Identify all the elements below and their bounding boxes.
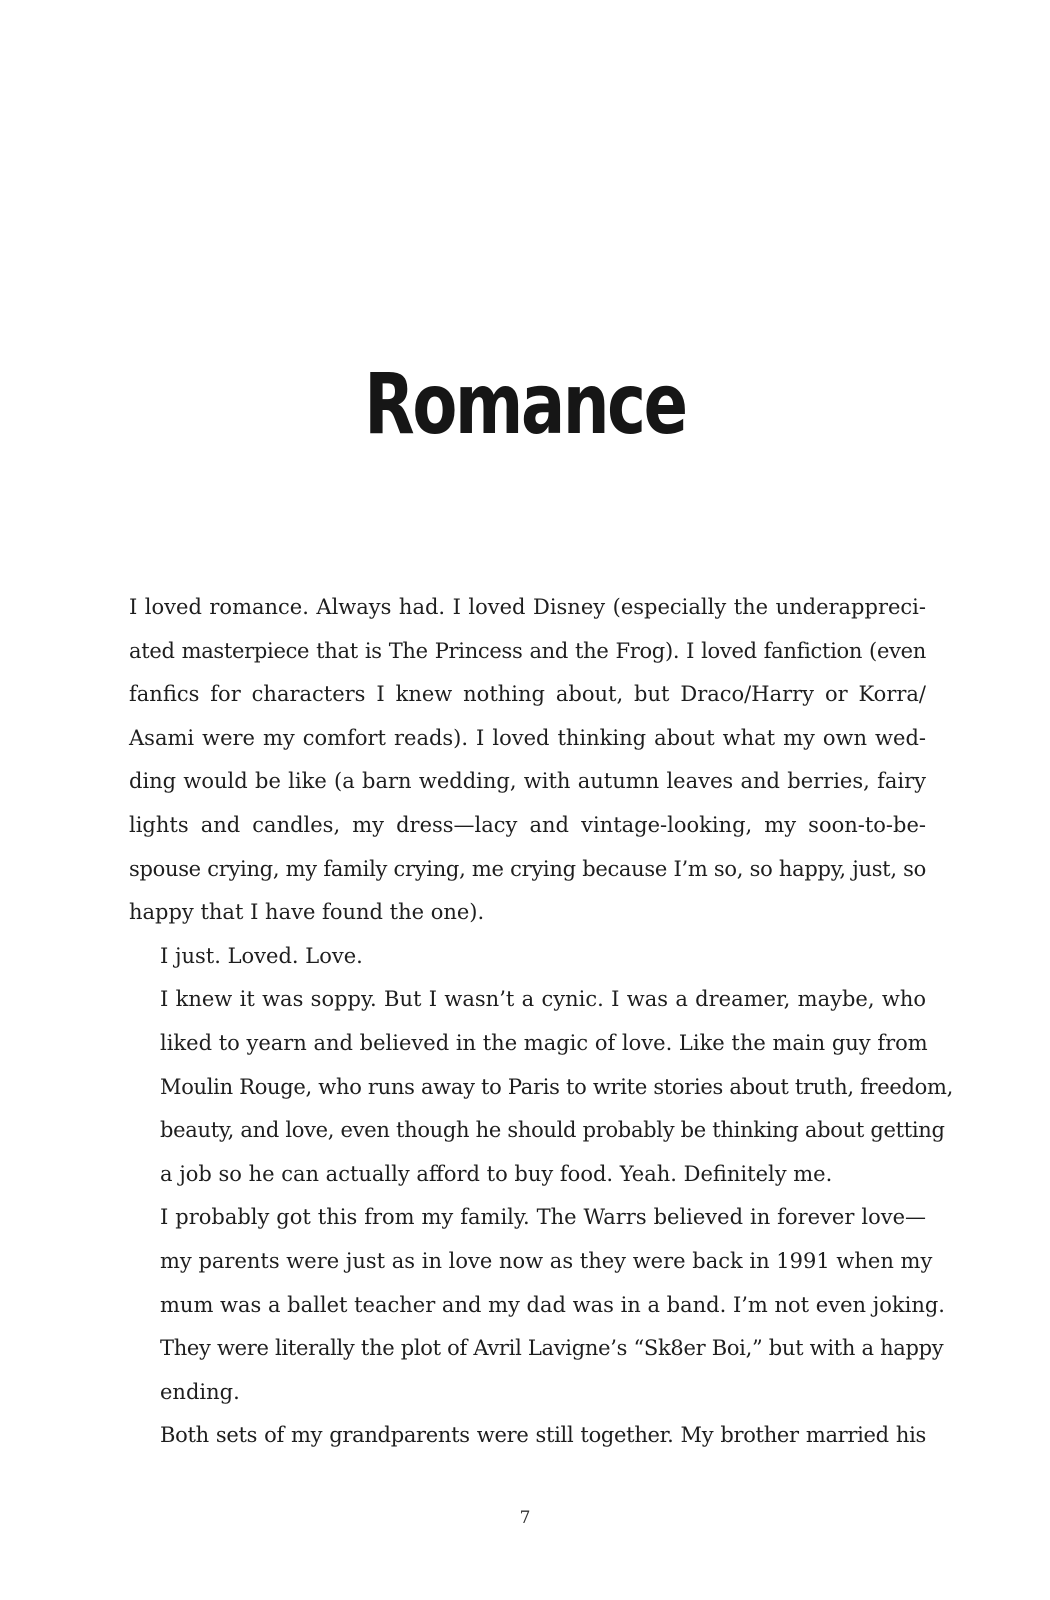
text-line: I just. Loved. Love.	[160, 943, 363, 968]
text-line: liked to yearn and believed in the magic of love. Like the main guy from	[160, 1030, 928, 1055]
paragraph-5	[129, 1414, 926, 1458]
chapter-body	[129, 586, 954, 1458]
text-line: ated masterpiece that is The Princess and the Frog). I loved fanfiction (even	[129, 638, 926, 663]
text-line: Moulin Rouge, who runs away to Paris to write stories about truth, freedom,	[160, 1074, 954, 1099]
paragraph-3	[129, 978, 954, 1196]
text-line: happy that I have found the one).	[129, 900, 485, 925]
text-line: my parents were just as in love now as they were back in 1991 when my	[160, 1248, 933, 1273]
text-line: Asami were my comfort reads). I loved thinking about what my own wed-	[129, 725, 926, 750]
text-line: Both sets of my grandparents were still together. My brother married his	[160, 1423, 926, 1448]
text-line: beauty, and love, even though he should probably be thinking about getting	[160, 1118, 945, 1143]
text-line: spouse crying, my family crying, me crying because I’m so, so happy, just, so	[129, 856, 926, 881]
chapter-title: Romance	[364, 355, 686, 453]
text-line: ding would be like (a barn wedding, with autumn leaves and berries, fairy	[129, 769, 926, 794]
paragraph-2	[129, 935, 926, 979]
paragraph-4	[129, 1196, 945, 1414]
text-line: I probably got this from my family. The Warrs believed in forever love—	[160, 1205, 926, 1230]
paragraph-1	[129, 586, 926, 935]
text-line: I knew it was soppy. But I wasn’t a cynic. I was a dreamer, maybe, who	[160, 987, 926, 1012]
text-line: fanfics for characters I knew nothing about, but Draco/Harry or Korra/	[129, 682, 926, 707]
text-line: ending.	[160, 1379, 240, 1404]
page-number: 7	[519, 1508, 531, 1528]
text-line: mum was a ballet teacher and my dad was in a band. I’m not even joking.	[160, 1292, 945, 1317]
text-line: I loved romance. Always had. I loved Disney (especially the underappreci-	[129, 595, 926, 619]
text-line: lights and candles, my dress—lacy and vintage-looking, my soon-to-be-	[129, 812, 926, 837]
text-line: a job so he can actually afford to buy food. Yeah. Definitely me.	[160, 1161, 833, 1186]
text-line: They were literally the plot of Avril Lavigne’s “Sk8er Boi,” but with a happy	[160, 1336, 944, 1361]
